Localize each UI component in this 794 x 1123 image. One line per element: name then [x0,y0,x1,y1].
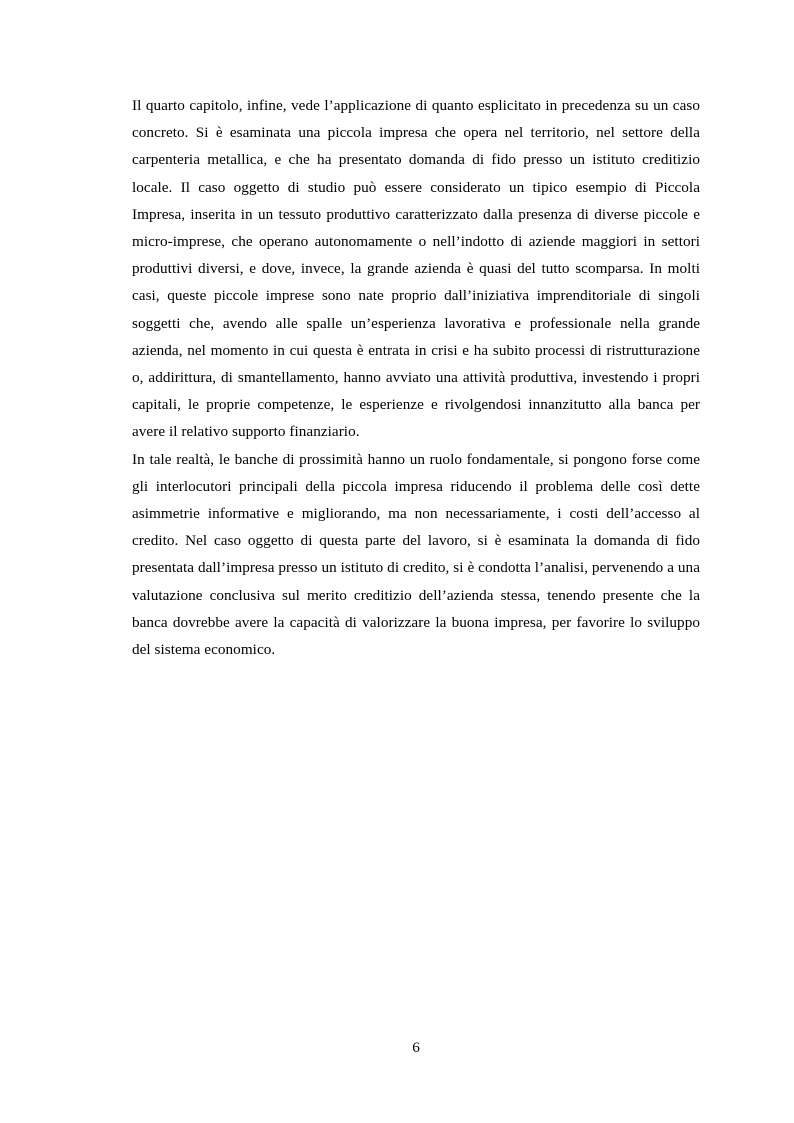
paragraph-1: Il quarto capitolo, infine, vede l’applicazione di quanto esplicitato in precedenza su un caso concreto. Si è esaminata una piccola impresa che opera nel territorio, nel settore della carpenteria metallica, e che ha presentato domanda di fido presso un istituto creditizio locale. Il caso oggetto di studio può essere considerato un tipico esempio di Piccola Impresa, inserita in un tessuto produttivo caratterizzato dalla presenza di diverse piccole e micro-imprese, che operano autonomamente o nell’indotto di aziende maggiori in settori produttivi diversi, e dove, invece, la grande azienda è quasi del tutto scomparsa. In molti casi, queste piccole imprese sono nate proprio dall’iniziativa imprenditoriale di singoli soggetti che, avendo alle spalle un’esperienza lavorativa e professionale nella grande azienda, nel momento in cui questa è entrata in crisi e ha subito processi di ristrutturazione o, addirittura, di smantellamento, hanno avviato una attività produttiva, investendo i propri capitali, le proprie competenze, le esperienze e rivolgendosi innanzitutto alla banca per avere il relativo supporto finanziario. [132,97,700,441]
paragraph-2: In tale realtà, le banche di prossimità hanno un ruolo fondamentale, si pongono forse come gli interlocutori principali della piccola impresa riducendo il problema delle così dette asimmetrie informative e migliorando, ma non necessariamente, i costi dell’accesso al credito. Nel caso oggetto di questa parte del lavoro, si è esaminata la domanda di fido presentata dall’impresa presso un istituto di credito, si è condotta l’analisi, pervenendo a una valutazione conclusiva sul merito creditizio dell’azienda stessa, tenendo presente che la banca dovrebbe avere la capacità di valorizzare la buona impresa, per favorire lo sviluppo del sistema economico. [132,450,700,659]
page-number: 6 [412,1039,420,1056]
body-text [132,92,700,663]
